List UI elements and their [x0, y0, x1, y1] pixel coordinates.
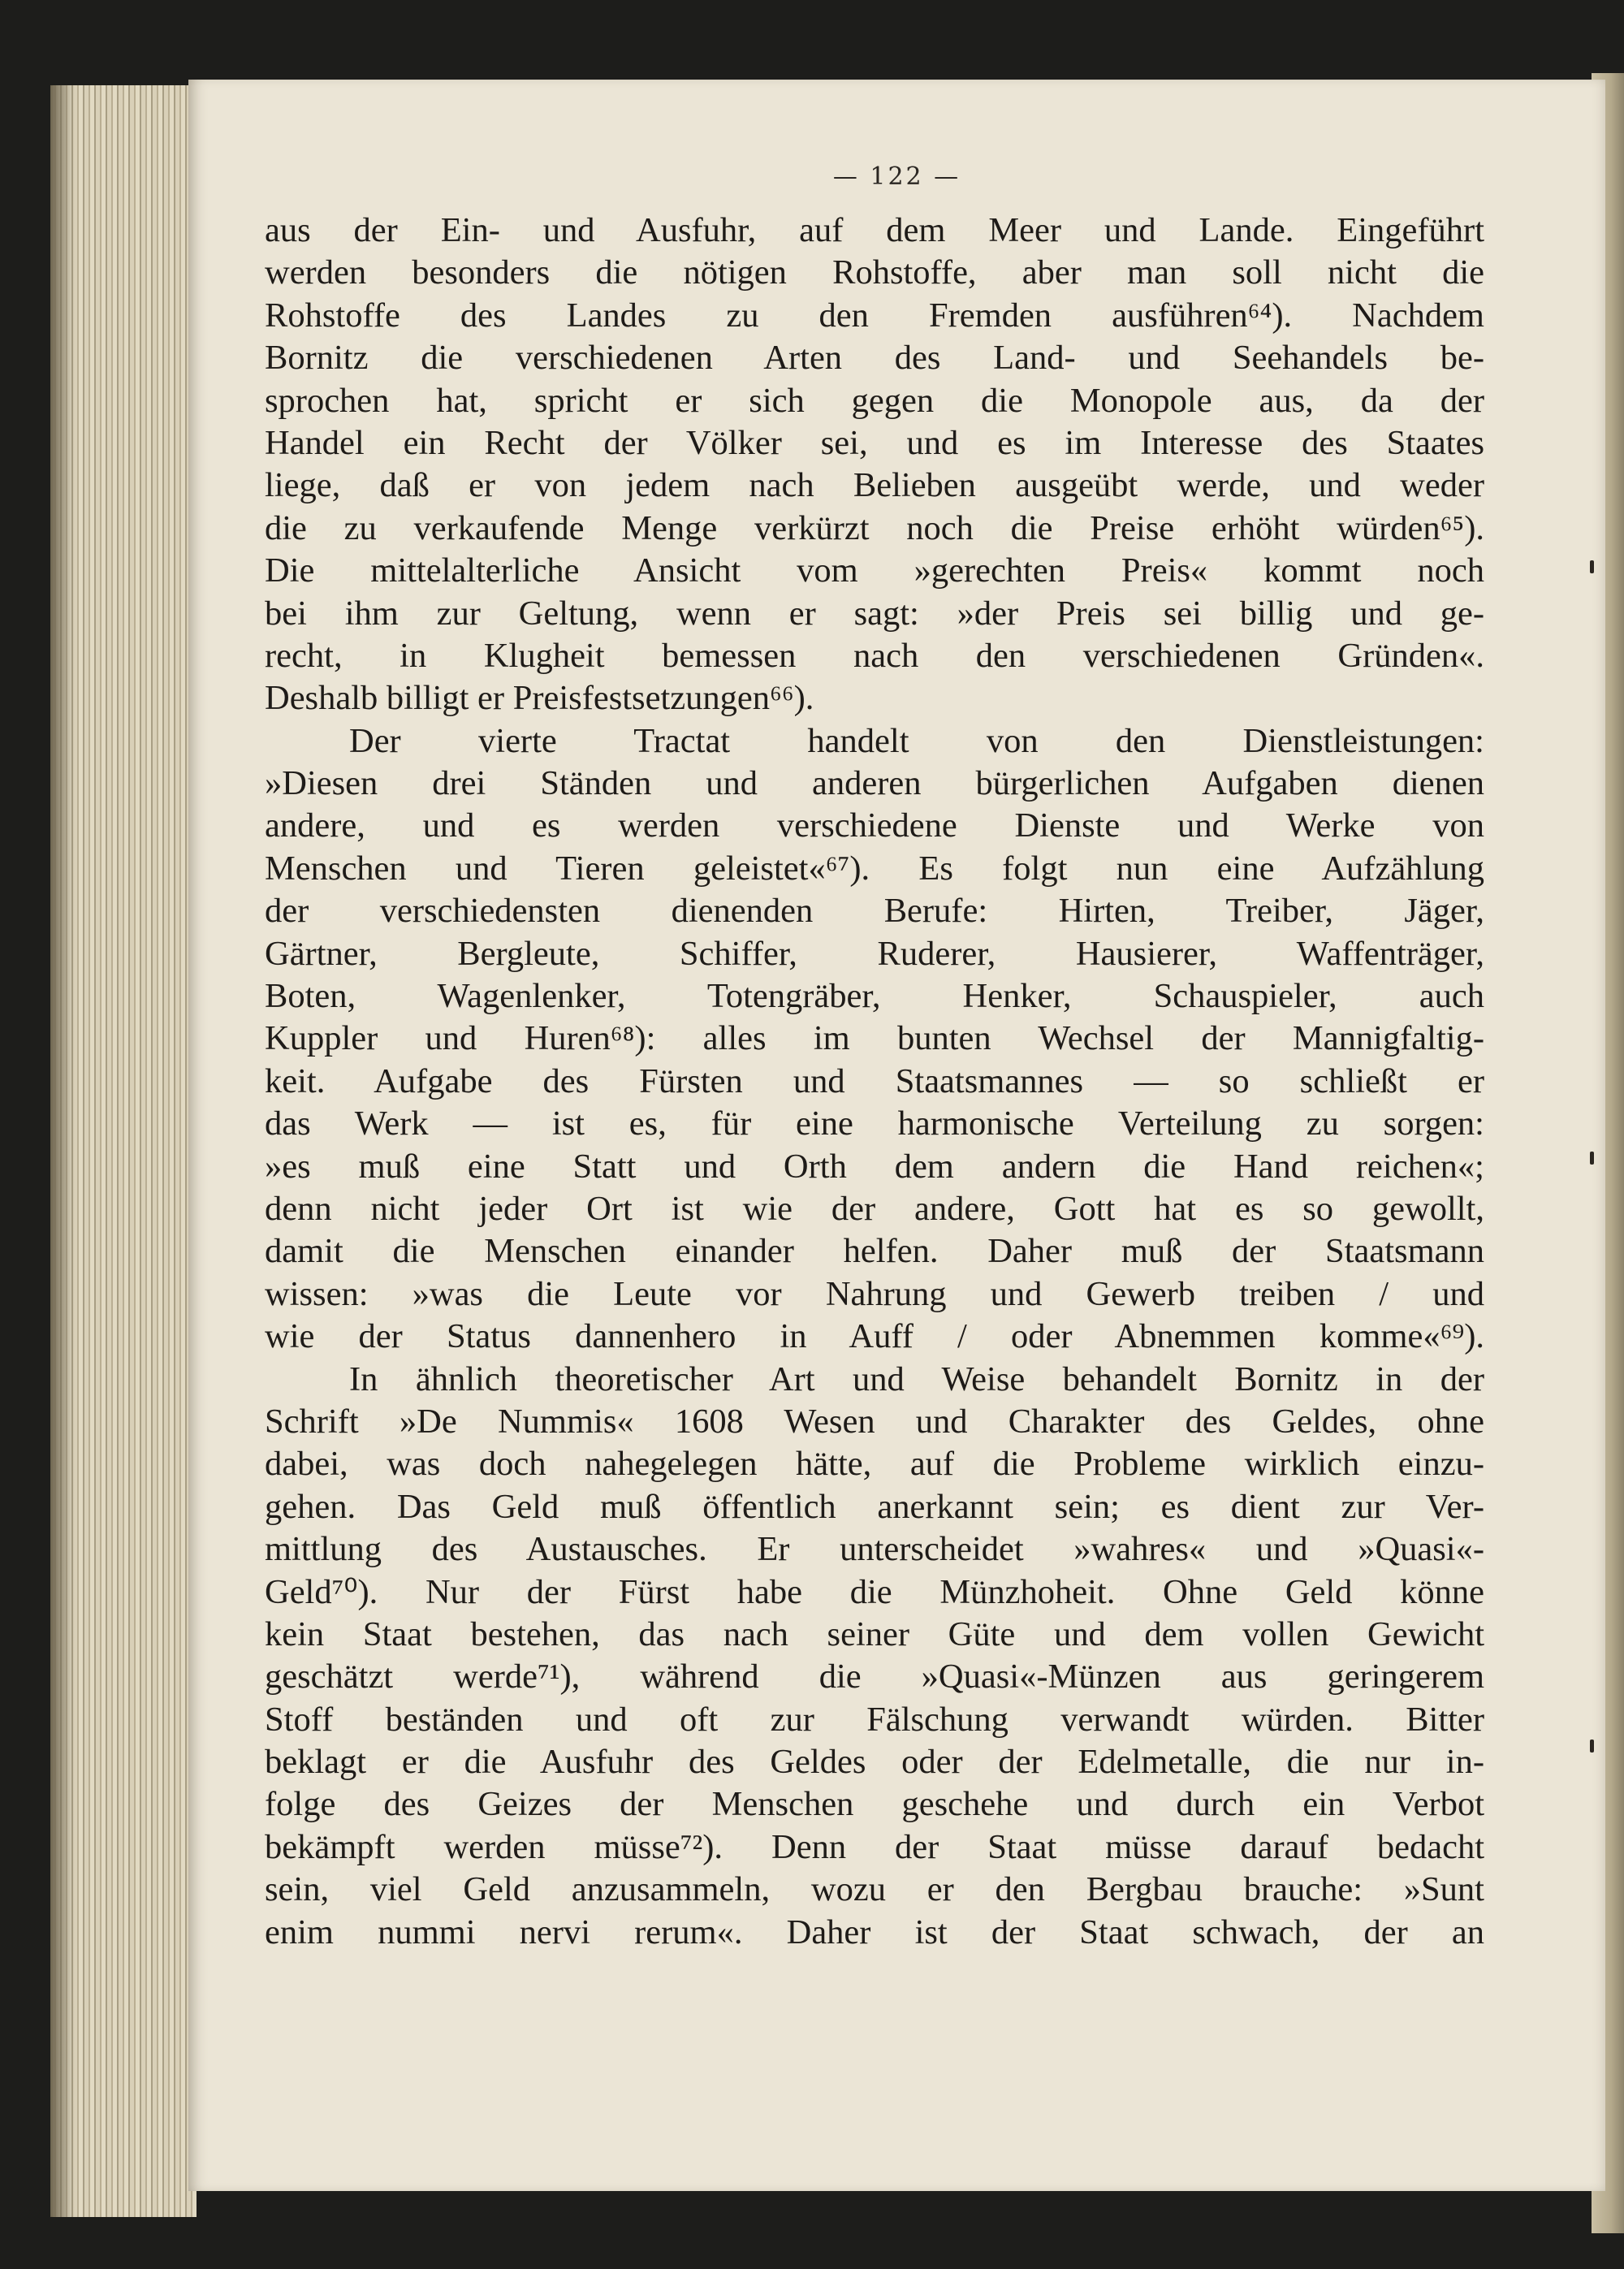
text-line: die zu verkaufende Menge verkürzt noch die Preise erhöht würden⁶⁵).	[265, 508, 1484, 547]
text-line: Stoff beständen und oft zur Fälschung verwandt würden. Bitter	[265, 1700, 1484, 1739]
text-line: gehen. Das Geld muß öffentlich anerkannt sein; es dient zur Ver-	[265, 1487, 1484, 1526]
text-line: liege, daß er von jedem nach Belieben ausgeübt werde, und weder	[265, 466, 1484, 505]
text-line: Rohstoffe des Landes zu den Fremden ausführen⁶⁴). Nachdem	[265, 296, 1484, 335]
text-line: mittlung des Austausches. Er unterscheidet »wahres« und »Quasi«-	[265, 1530, 1484, 1569]
text-line: Deshalb billigt er Preisfestsetzungen⁶⁶).	[265, 679, 814, 718]
text-line: Die mittelalterliche Ansicht vom »gerechten Preis« kommt noch	[265, 551, 1484, 590]
text-line: folge des Geizes der Menschen geschehe und durch ein Verbot	[265, 1785, 1484, 1824]
text-line: der verschiedensten dienenden Berufe: Hirten, Treiber, Jäger,	[265, 892, 1484, 931]
text-line: dabei, was doch nahegelegen hätte, auf die Probleme wirklich einzu-	[265, 1445, 1484, 1484]
page-stack-shadow	[50, 85, 75, 2217]
text-line: Kuppler und Huren⁶⁸): alles im bunten Wechsel der Mannigfaltig-	[265, 1019, 1484, 1058]
text-line: denn nicht jeder Ort ist wie der andere, Gott hat es so gewollt,	[265, 1189, 1484, 1228]
text-line: wie der Status dannenhero in Auff / oder Abnemmen komme«⁶⁹).	[265, 1317, 1484, 1356]
text-line: andere, und es werden verschiedene Dienste und Werke von	[265, 806, 1484, 845]
text-line: Handel ein Recht der Völker sei, und es im Interesse des Staates	[265, 423, 1484, 462]
text-line: Bornitz die verschiedenen Arten des Land- und Seehandels be-	[265, 339, 1484, 378]
text-line: Schrift »De Nummis« 1608 Wesen und Charakter des Geldes, ohne	[265, 1402, 1484, 1441]
text-line: Gärtner, Bergleute, Schiffer, Ruderer, Hausierer, Waffenträger,	[265, 934, 1484, 973]
text-line: In ähnlich theoretischer Art und Weise behandelt Bornitz in der	[349, 1359, 1484, 1398]
text-line: beklagt er die Ausfuhr des Geldes oder der Edelmetalle, die nur in-	[265, 1743, 1484, 1782]
text-line: »es muß eine Statt und Orth dem andern die Hand reichen«;	[265, 1147, 1484, 1186]
text-line: sein, viel Geld anzusammeln, wozu er den Bergbau brauche: »Sunt	[265, 1870, 1484, 1909]
text-line: wissen: »was die Leute vor Nahrung und Gewerb treiben / und	[265, 1274, 1484, 1313]
text-line: keit. Aufgabe des Fürsten und Staatsmannes — so schließt er	[265, 1061, 1484, 1100]
text-line: Geld⁷⁰). Nur der Fürst habe die Münzhoheit. Ohne Geld könne	[265, 1572, 1484, 1611]
text-line: damit die Menschen einander helfen. Daher muß der Staatsmann	[265, 1232, 1484, 1271]
text-line: recht, in Klugheit bemessen nach den verschiedenen Gründen«.	[265, 636, 1484, 675]
text-line: werden besonders die nötigen Rohstoffe, aber man soll nicht die	[265, 253, 1484, 292]
text-line: enim nummi nervi rerum«. Daher ist der Staat schwach, der an	[265, 1912, 1484, 1951]
text-line: kein Staat bestehen, das nach seiner Güte und dem vollen Gewicht	[265, 1614, 1484, 1653]
text-line: Boten, Wagenlenker, Totengräber, Henker, Schauspieler, auch	[265, 977, 1484, 1016]
body-text	[265, 210, 1484, 1954]
text-line: Der vierte Tractat handelt von den Dienstleistungen:	[349, 721, 1484, 760]
text-line: geschätzt werde⁷¹), während die »Quasi«-Münzen aus geringerem	[265, 1657, 1484, 1696]
margin-mark	[1590, 1152, 1594, 1165]
text-line: Menschen und Tieren geleistet«⁶⁷). Es folgt nun eine Aufzählung	[265, 849, 1484, 888]
text-line: aus der Ein- und Ausfuhr, auf dem Meer und Lande. Eingeführt	[265, 211, 1484, 249]
text-line: sprochen hat, spricht er sich gegen die Monopole aus, da der	[265, 381, 1484, 420]
text-line: das Werk — ist es, für eine harmonische Verteilung zu sorgen:	[265, 1104, 1484, 1143]
margin-mark	[1590, 560, 1594, 573]
text-line: bei ihm zur Geltung, wenn er sagt: »der Preis sei billig und ge-	[265, 594, 1484, 633]
margin-mark	[1590, 1740, 1594, 1753]
page-number: — 122 —	[832, 162, 961, 191]
text-line: bekämpft werden müsse⁷²). Denn der Staat müsse darauf bedacht	[265, 1827, 1484, 1866]
text-line: »Diesen drei Ständen und anderen bürgerlichen Aufgaben dienen	[265, 764, 1484, 803]
